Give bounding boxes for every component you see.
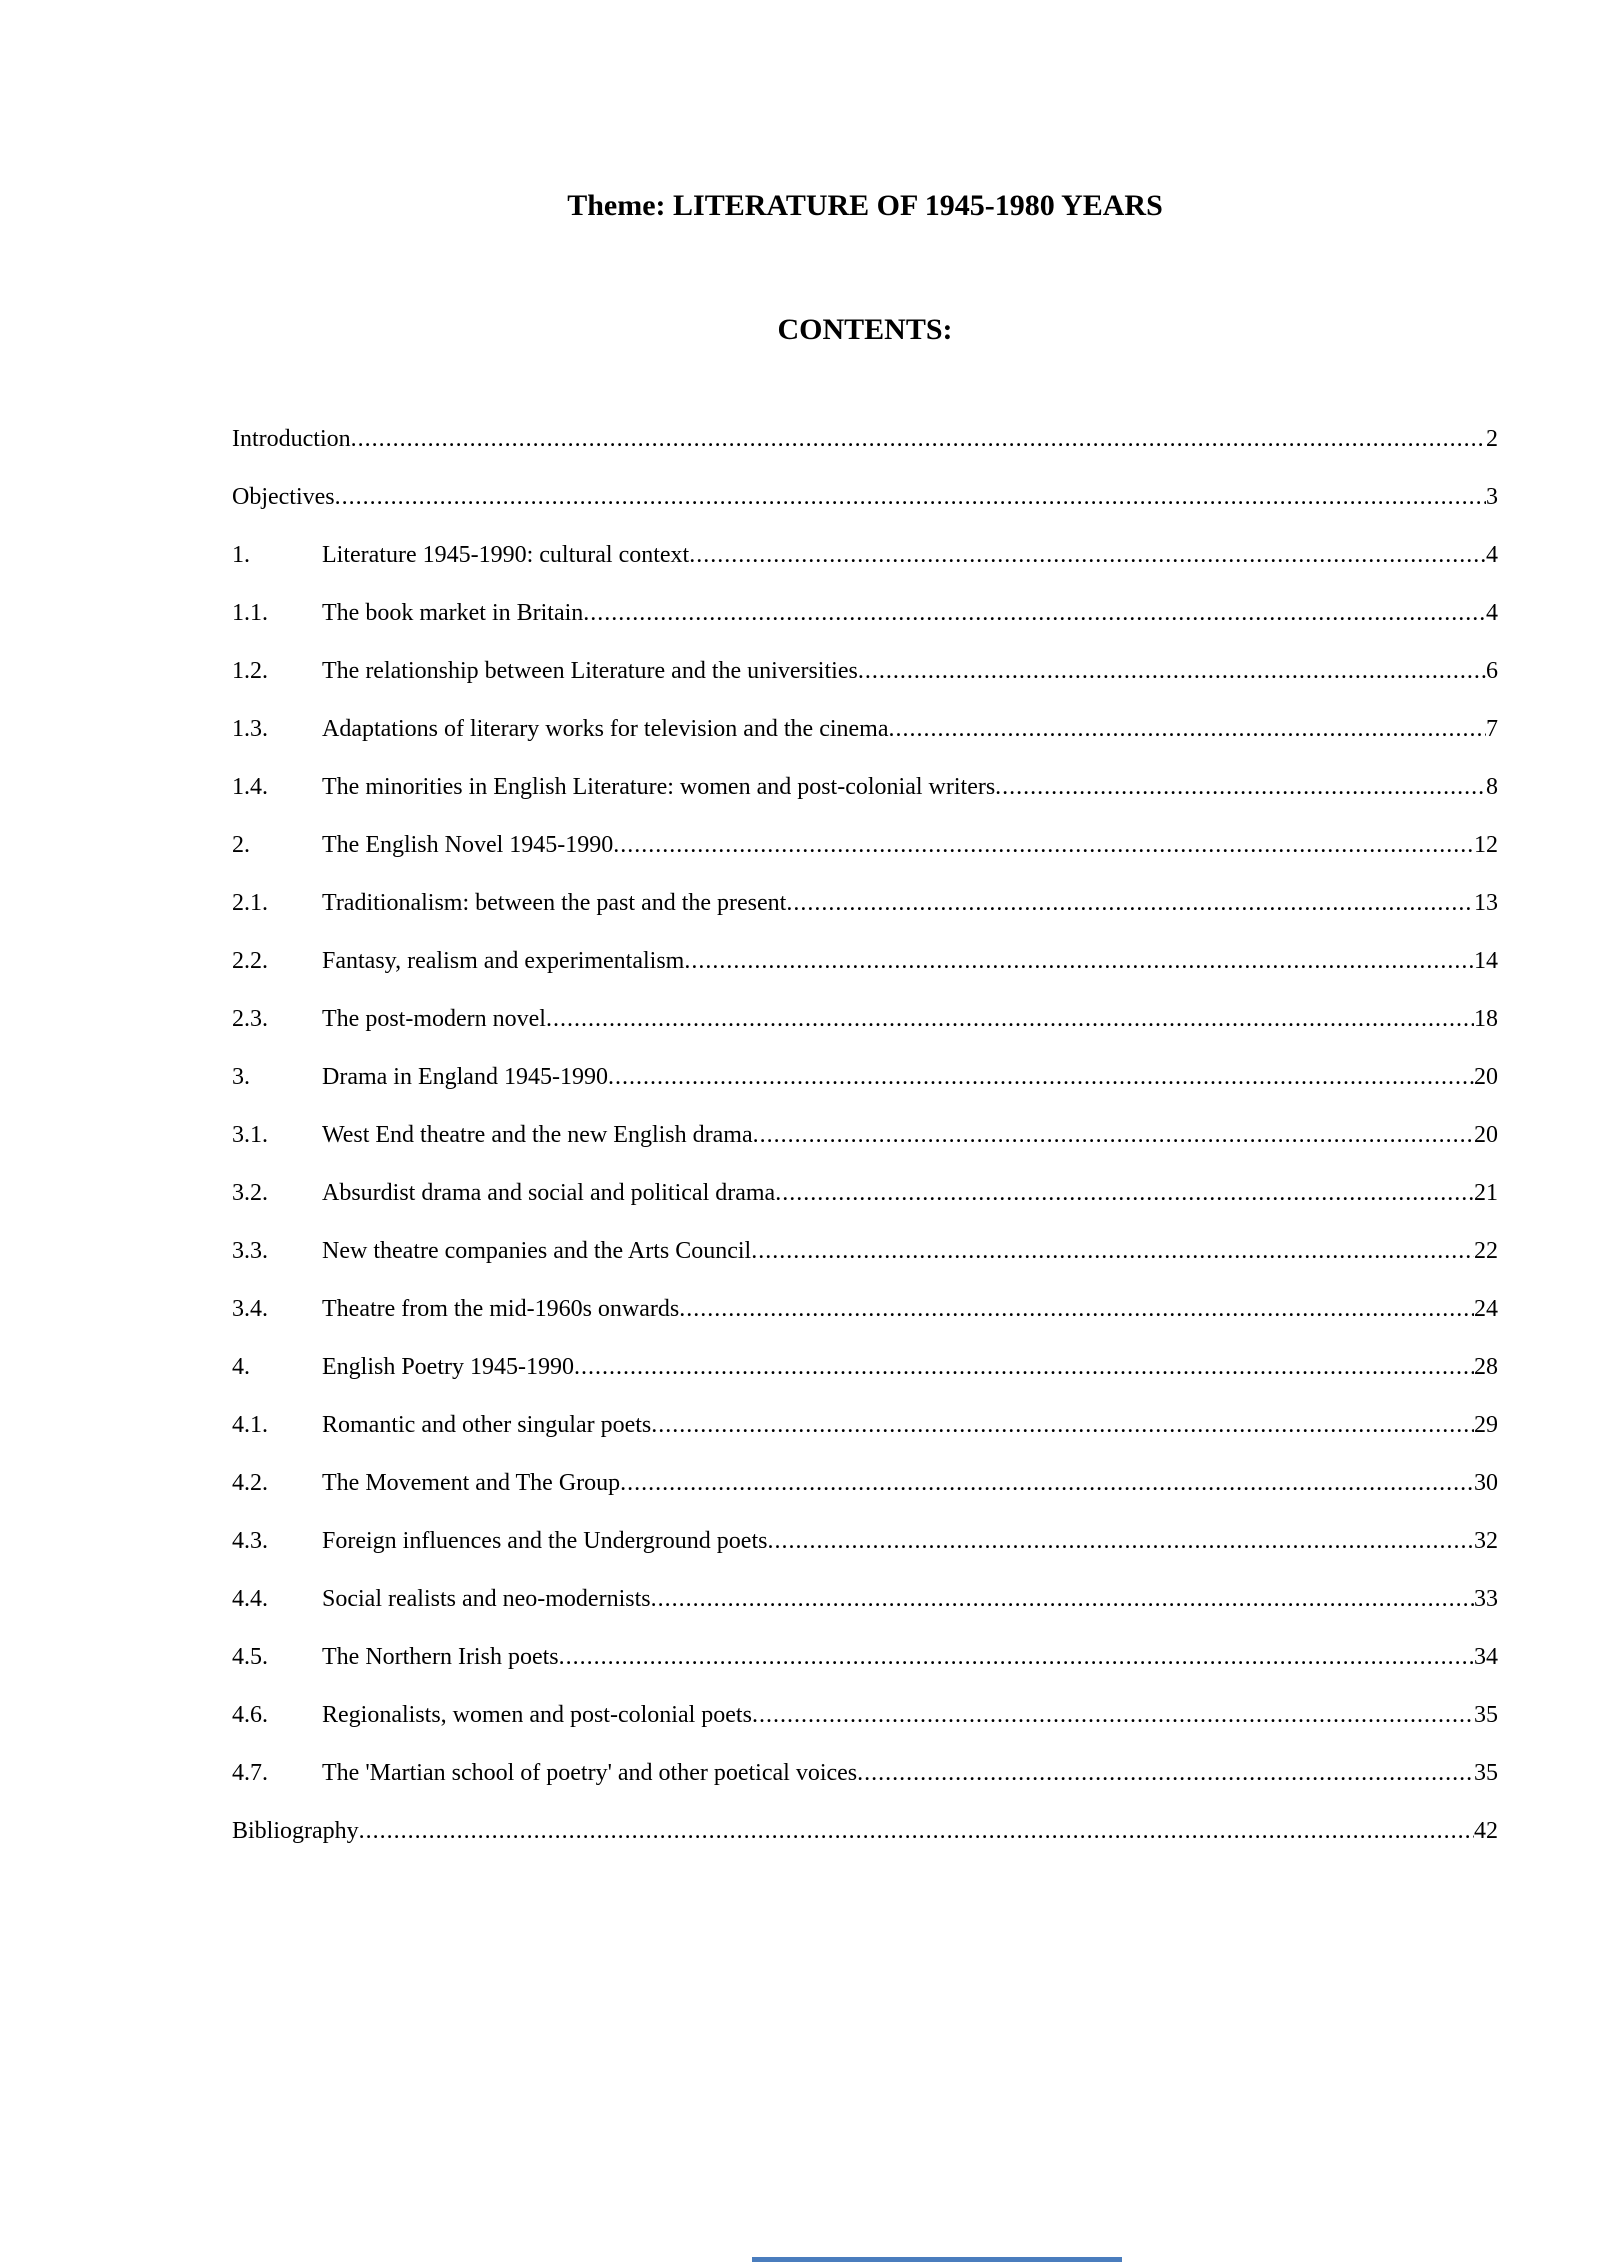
toc-list bbox=[232, 410, 1498, 1860]
toc-entry-title: The Movement and The Group bbox=[322, 1470, 621, 1496]
toc-entry bbox=[232, 990, 1498, 1048]
toc-entry-number: 1. bbox=[232, 542, 250, 568]
toc-entry-title: Literature 1945-1990: cultural context bbox=[322, 542, 690, 568]
toc-entry-page: 3 bbox=[1486, 484, 1498, 510]
toc-entry-page: 28 bbox=[1474, 1354, 1498, 1380]
toc-entry-title: English Poetry 1945-1990 bbox=[322, 1354, 574, 1380]
toc-entry-title: Introduction bbox=[232, 426, 351, 452]
toc-entry-page: 34 bbox=[1474, 1644, 1498, 1670]
toc-entry-number: 3.3. bbox=[232, 1238, 268, 1264]
toc-entry-title: Objectives bbox=[232, 484, 335, 510]
toc-entry-page: 20 bbox=[1474, 1064, 1498, 1090]
toc-entry-title: Theatre from the mid-1960s onwards bbox=[322, 1296, 680, 1322]
toc-entry-number: 2.3. bbox=[232, 1006, 268, 1032]
toc-entry-number: 4.3. bbox=[232, 1528, 268, 1554]
toc-entry-page: 8 bbox=[1486, 774, 1498, 800]
toc-leader-dots bbox=[995, 758, 1486, 816]
toc-entry-title: The relationship between Literature and the universities bbox=[322, 658, 858, 684]
toc-entry-number: 1.3. bbox=[232, 716, 268, 742]
toc-entry-page: 32 bbox=[1474, 1528, 1498, 1554]
toc-entry-title: The Northern Irish poets bbox=[322, 1644, 559, 1670]
toc-entry bbox=[232, 468, 1498, 526]
toc-entry-title: Drama in England 1945-1990 bbox=[322, 1064, 608, 1090]
toc-entry-number: 3.2. bbox=[232, 1180, 268, 1206]
toc-entry bbox=[232, 758, 1498, 816]
toc-leader-dots bbox=[679, 1280, 1474, 1338]
toc-leader-dots bbox=[767, 1512, 1474, 1570]
toc-entry-page: 29 bbox=[1474, 1412, 1498, 1438]
toc-entry bbox=[232, 1280, 1498, 1338]
toc-entry-title: The minorities in English Literature: women and post-colonial writers bbox=[322, 774, 996, 800]
toc-entry bbox=[232, 584, 1498, 642]
toc-entry-page: 2 bbox=[1486, 426, 1498, 452]
toc-entry bbox=[232, 1338, 1498, 1396]
toc-entry bbox=[232, 1222, 1498, 1280]
toc-entry-title: The book market in Britain bbox=[322, 600, 584, 626]
toc-entry-title: Bibliography bbox=[232, 1818, 359, 1844]
toc-entry-number: 4.5. bbox=[232, 1644, 268, 1670]
toc-entry-title: Absurdist drama and social and political drama bbox=[322, 1180, 776, 1206]
toc-leader-dots bbox=[751, 1222, 1474, 1280]
toc-entry-title: Fantasy, realism and experimentalism bbox=[322, 948, 685, 974]
bottom-blue-strip bbox=[752, 2257, 1122, 2262]
toc-entry-page: 7 bbox=[1486, 716, 1498, 742]
contents-heading: CONTENTS: bbox=[777, 313, 953, 346]
toc-entry-page: 24 bbox=[1474, 1296, 1498, 1322]
toc-leader-dots bbox=[583, 584, 1486, 642]
toc-leader-dots bbox=[689, 526, 1486, 584]
toc-leader-dots bbox=[620, 1454, 1474, 1512]
toc-leader-dots bbox=[684, 932, 1474, 990]
toc-entry-title: Adaptations of literary works for television and the cinema bbox=[322, 716, 889, 742]
toc-entry-page: 4 bbox=[1486, 600, 1498, 626]
theme-title: Theme: LITERATURE OF 1945-1980 YEARS bbox=[567, 189, 1163, 222]
toc-leader-dots bbox=[546, 990, 1474, 1048]
toc-entry-page: 42 bbox=[1474, 1818, 1498, 1844]
toc-entry-number: 4.6. bbox=[232, 1702, 268, 1728]
toc-entry bbox=[232, 1454, 1498, 1512]
toc-entry-number: 1.2. bbox=[232, 658, 268, 684]
toc-entry bbox=[232, 1396, 1498, 1454]
toc-entry-page: 6 bbox=[1486, 658, 1498, 684]
toc-entry-number: 4.4. bbox=[232, 1586, 268, 1612]
toc-leader-dots bbox=[857, 1744, 1474, 1802]
toc-leader-dots bbox=[753, 1106, 1474, 1164]
toc-entry-number: 4.7. bbox=[232, 1760, 268, 1786]
toc-leader-dots bbox=[858, 642, 1486, 700]
toc-entry bbox=[232, 1512, 1498, 1570]
toc-entry-title: West End theatre and the new English drama bbox=[322, 1122, 753, 1148]
toc-entry bbox=[232, 1744, 1498, 1802]
toc-leader-dots bbox=[786, 874, 1474, 932]
toc-entry bbox=[232, 526, 1498, 584]
toc-entry-page: 4 bbox=[1486, 542, 1498, 568]
toc-entry-page: 13 bbox=[1474, 890, 1498, 916]
toc-entry-number: 4. bbox=[232, 1354, 250, 1380]
toc-leader-dots bbox=[335, 468, 1486, 526]
toc-leader-dots bbox=[752, 1686, 1474, 1744]
toc-entry bbox=[232, 1106, 1498, 1164]
toc-entry-page: 30 bbox=[1474, 1470, 1498, 1496]
toc-entry-number: 4.2. bbox=[232, 1470, 268, 1496]
toc-leader-dots bbox=[608, 1048, 1474, 1106]
toc-entry bbox=[232, 1628, 1498, 1686]
toc-entry bbox=[232, 700, 1498, 758]
toc-leader-dots bbox=[613, 816, 1474, 874]
toc-entry-title: Regionalists, women and post-colonial poets bbox=[322, 1702, 752, 1728]
toc-entry-number: 3.4. bbox=[232, 1296, 268, 1322]
toc-leader-dots bbox=[651, 1396, 1474, 1454]
toc-leader-dots bbox=[651, 1570, 1474, 1628]
toc-entry bbox=[232, 1164, 1498, 1222]
toc-entry bbox=[232, 410, 1498, 468]
toc-entry bbox=[232, 642, 1498, 700]
toc-entry-page: 14 bbox=[1474, 948, 1498, 974]
toc-entry-title: New theatre companies and the Arts Council bbox=[322, 1238, 752, 1264]
toc-entry-number: 2.1. bbox=[232, 890, 268, 916]
toc-entry-page: 35 bbox=[1474, 1702, 1498, 1728]
toc-entry-page: 12 bbox=[1474, 832, 1498, 858]
toc-entry-page: 18 bbox=[1474, 1006, 1498, 1032]
toc-leader-dots bbox=[359, 1802, 1474, 1860]
toc-entry bbox=[232, 816, 1498, 874]
toc-entry-number: 1.1. bbox=[232, 600, 268, 626]
toc-leader-dots bbox=[574, 1338, 1474, 1396]
toc-entry bbox=[232, 874, 1498, 932]
toc-entry bbox=[232, 1686, 1498, 1744]
toc-entry-title: Romantic and other singular poets bbox=[322, 1412, 652, 1438]
toc-leader-dots bbox=[889, 700, 1487, 758]
toc-entry-title: Foreign influences and the Underground poets bbox=[322, 1528, 768, 1554]
toc-leader-dots bbox=[775, 1164, 1474, 1222]
toc-entry-page: 35 bbox=[1474, 1760, 1498, 1786]
toc-entry-number: 3. bbox=[232, 1064, 250, 1090]
toc-entry-page: 33 bbox=[1474, 1586, 1498, 1612]
toc-entry-title: Social realists and neo-modernists bbox=[322, 1586, 651, 1612]
toc-entry-page: 21 bbox=[1474, 1180, 1498, 1206]
toc-entry-page: 22 bbox=[1474, 1238, 1498, 1264]
toc-leader-dots bbox=[559, 1628, 1474, 1686]
toc-entry-number: 2. bbox=[232, 832, 250, 858]
toc-leader-dots bbox=[351, 410, 1486, 468]
toc-entry-title: The post-modern novel bbox=[322, 1006, 546, 1032]
toc-entry-title: The 'Martian school of poetry' and other poetical voices bbox=[322, 1760, 858, 1786]
toc-entry-number: 4.1. bbox=[232, 1412, 268, 1438]
toc-entry bbox=[232, 1570, 1498, 1628]
toc-entry bbox=[232, 932, 1498, 990]
toc-entry-number: 1.4. bbox=[232, 774, 268, 800]
toc-entry-title: Traditionalism: between the past and the present bbox=[322, 890, 787, 916]
toc-entry bbox=[232, 1802, 1498, 1860]
toc-entry bbox=[232, 1048, 1498, 1106]
toc-entry-title: The English Novel 1945-1990 bbox=[322, 832, 614, 858]
toc-entry-number: 2.2. bbox=[232, 948, 268, 974]
toc-entry-page: 20 bbox=[1474, 1122, 1498, 1148]
toc-entry-number: 3.1. bbox=[232, 1122, 268, 1148]
